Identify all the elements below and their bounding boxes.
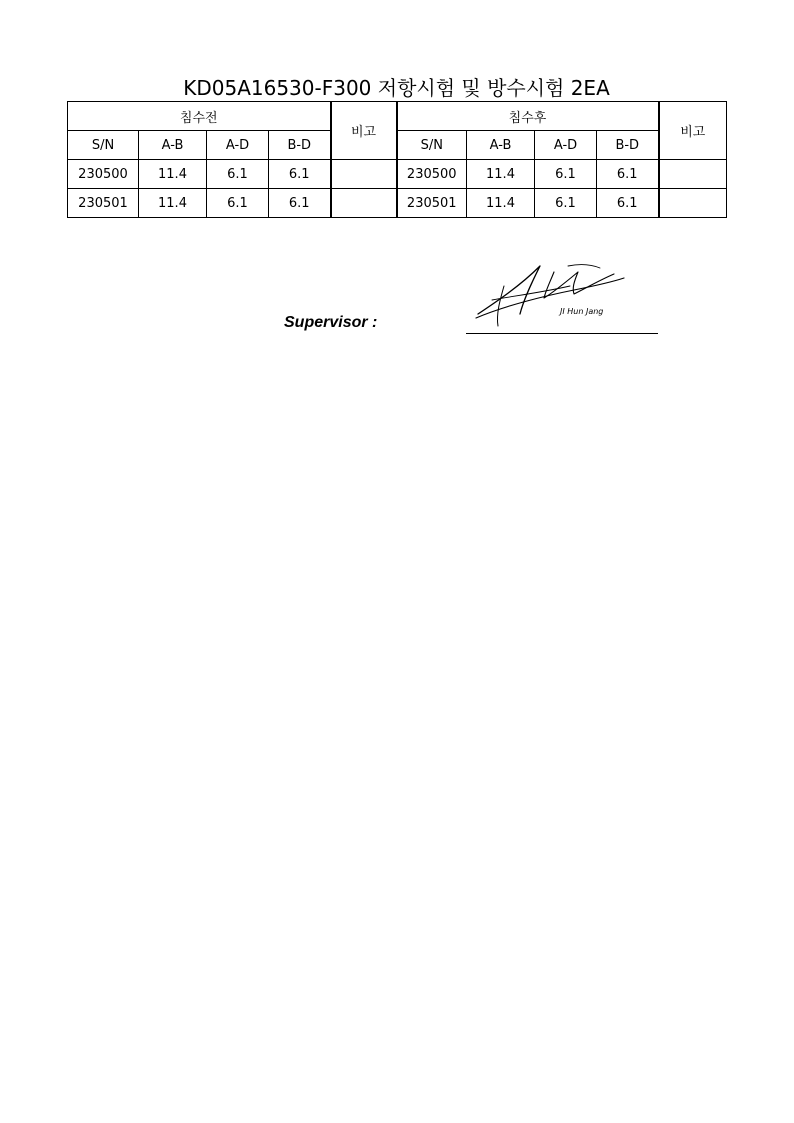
table-row [68, 160, 727, 189]
before-immersion-header: 침수전 [68, 102, 331, 131]
after-immersion-header: 침수후 [397, 102, 659, 131]
before-b-d-cell: 6.1 [269, 189, 331, 218]
table-row [68, 189, 727, 218]
signature-line [466, 333, 658, 334]
remark-header-before: 비고 [331, 102, 397, 160]
column-header-a-b: A-B [467, 131, 535, 160]
remark-before-cell [331, 160, 397, 189]
remark-after-cell [659, 189, 727, 218]
column-header-sn: S/N [397, 131, 467, 160]
test-results-table [67, 101, 727, 218]
supervisor-signature [474, 256, 654, 330]
before-a-d-cell: 6.1 [207, 189, 269, 218]
before-sn-cell: 230501 [68, 189, 139, 218]
remark-after-cell [659, 160, 727, 189]
remark-before-cell [331, 189, 397, 218]
after-a-b-cell: 11.4 [467, 189, 535, 218]
after-sn-cell: 230500 [397, 160, 467, 189]
column-header-a-b: A-B [139, 131, 207, 160]
before-sn-cell: 230500 [68, 160, 139, 189]
document-title: KD05A16530-F300 저항시험 및 방수시험 2EA [183, 76, 610, 100]
after-a-d-cell: 6.1 [535, 160, 597, 189]
after-b-d-cell: 6.1 [597, 189, 659, 218]
remark-header-after: 비고 [659, 102, 727, 160]
before-a-b-cell: 11.4 [139, 160, 207, 189]
signature-name-text: JI Hun Jang [560, 307, 604, 316]
column-header-b-d: B-D [269, 131, 331, 160]
after-sn-cell: 230501 [397, 189, 467, 218]
column-header-b-d: B-D [597, 131, 659, 160]
column-header-a-d: A-D [207, 131, 269, 160]
after-a-b-cell: 11.4 [467, 160, 535, 189]
supervisor-label: Supervisor : [284, 314, 378, 331]
before-a-b-cell: 11.4 [139, 189, 207, 218]
before-b-d-cell: 6.1 [269, 160, 331, 189]
column-header-a-d: A-D [535, 131, 597, 160]
before-a-d-cell: 6.1 [207, 160, 269, 189]
column-header-sn: S/N [68, 131, 139, 160]
after-a-d-cell: 6.1 [535, 189, 597, 218]
after-b-d-cell: 6.1 [597, 160, 659, 189]
